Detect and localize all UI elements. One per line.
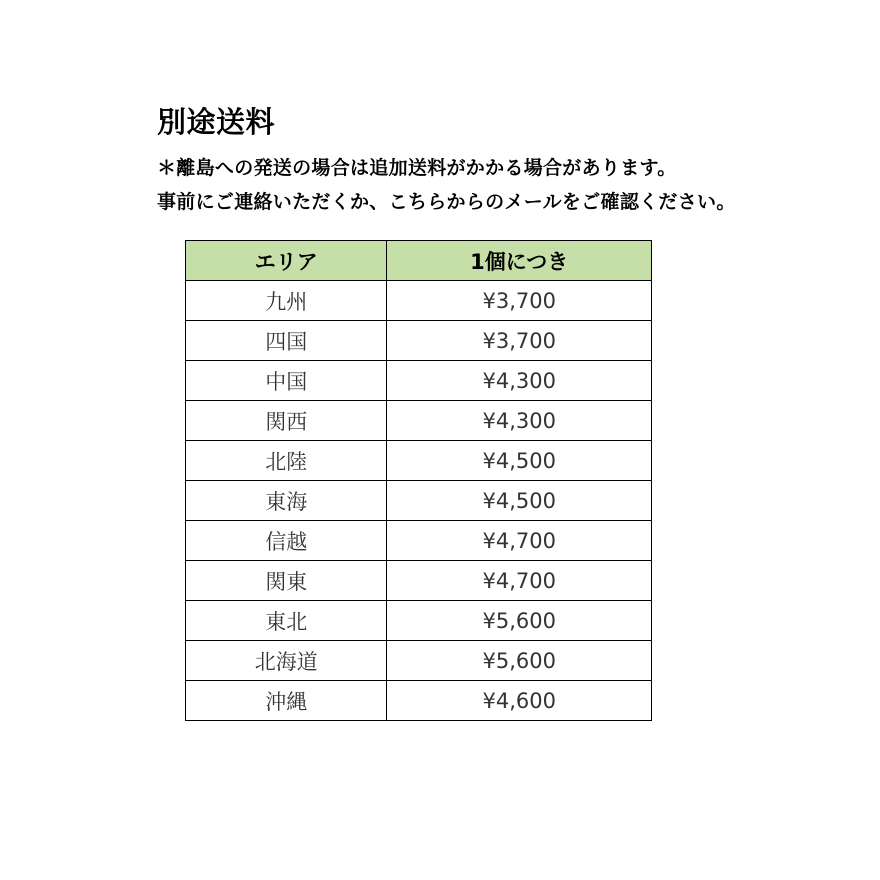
price-cell: ¥5,600: [387, 601, 652, 641]
table-row: [186, 481, 652, 521]
table-row: [186, 401, 652, 441]
area-cell: 信越: [186, 521, 387, 561]
table-row: [186, 521, 652, 561]
table-row: [186, 681, 652, 721]
table-header-row: [186, 241, 652, 281]
table-row: [186, 281, 652, 321]
table-row: [186, 641, 652, 681]
table-row: [186, 361, 652, 401]
area-cell: 関東: [186, 561, 387, 601]
note-contact: 事前にご連絡いただくか、こちらからのメールをご確認ください。: [157, 191, 736, 213]
area-cell: 東北: [186, 601, 387, 641]
price-cell: ¥4,600: [387, 681, 652, 721]
header-price-per-item: 1個につき: [387, 241, 652, 281]
area-cell: 四国: [186, 321, 387, 361]
price-cell: ¥4,300: [387, 401, 652, 441]
price-cell: ¥4,500: [387, 441, 652, 481]
area-cell: 沖縄: [186, 681, 387, 721]
table-row: [186, 321, 652, 361]
price-cell: ¥3,700: [387, 321, 652, 361]
area-cell: 北陸: [186, 441, 387, 481]
price-cell: ¥4,700: [387, 561, 652, 601]
price-cell: ¥3,700: [387, 281, 652, 321]
area-cell: 北海道: [186, 641, 387, 681]
table-row: [186, 441, 652, 481]
table-row: [186, 561, 652, 601]
table-row: [186, 601, 652, 641]
price-cell: ¥4,700: [387, 521, 652, 561]
area-cell: 中国: [186, 361, 387, 401]
page-title: 別途送料: [157, 105, 276, 139]
note-remote-islands: ＊離島への発送の場合は追加送料がかかる場合があります。: [157, 157, 677, 179]
price-cell: ¥4,300: [387, 361, 652, 401]
price-cell: ¥4,500: [387, 481, 652, 521]
header-area: エリア: [186, 241, 387, 281]
area-cell: 東海: [186, 481, 387, 521]
area-cell: 九州: [186, 281, 387, 321]
shipping-rate-table: [185, 240, 652, 721]
price-cell: ¥5,600: [387, 641, 652, 681]
area-cell: 関西: [186, 401, 387, 441]
